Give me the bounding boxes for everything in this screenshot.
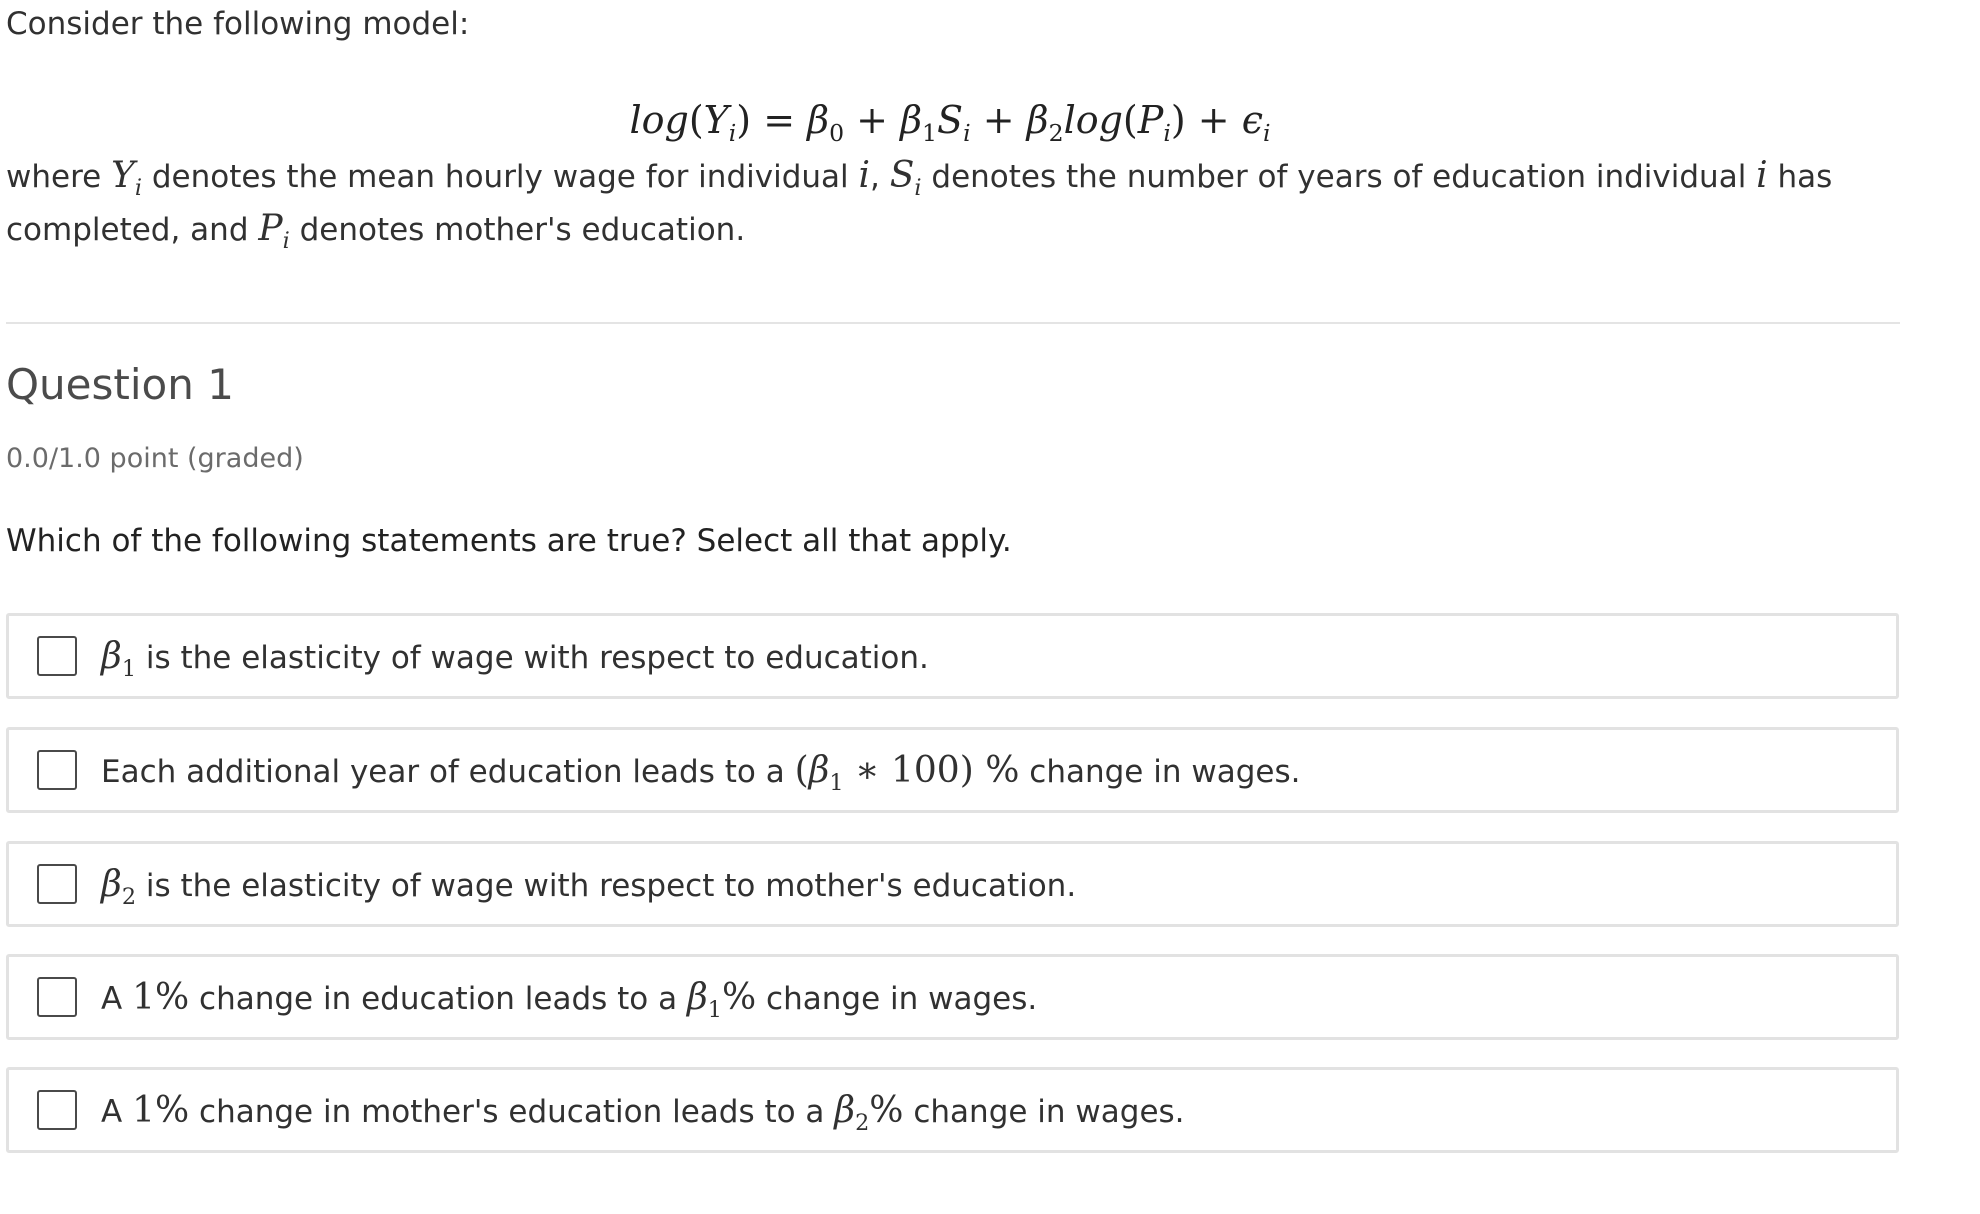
choice-label-3[interactable]: $\beta_2$ is the elasticity of wage with respect to mother's education. <box>101 863 1077 910</box>
checkbox-4[interactable] <box>37 977 77 1017</box>
choice-option-1[interactable] <box>6 613 1899 699</box>
choice-label-2[interactable]: Each additional year of education leads to a ($\beta_1$ ∗ 100) % change in wages. <box>101 749 1301 796</box>
intro-text: Consider the following model: <box>6 6 470 42</box>
question-prompt: Which of the following statements are true? Select all that apply. <box>6 523 1012 559</box>
checkbox-2[interactable] <box>37 750 77 790</box>
choice-option-5[interactable] <box>6 1067 1899 1153</box>
choice-label-1[interactable]: $\beta_1$ is the elasticity of wage with respect to education. <box>101 635 929 682</box>
checkbox-3[interactable] <box>37 864 77 904</box>
question-points: 0.0/1.0 point (graded) <box>6 443 304 474</box>
question-title: Question 1 <box>6 360 234 409</box>
choice-label-4[interactable]: A 1% change in education leads to a $\beta_1\%$ change in wages. <box>101 976 1038 1023</box>
choice-label-5[interactable]: A 1% change in mother's education leads to a $\beta_2\%$ change in wages. <box>101 1089 1185 1136</box>
checkbox-1[interactable] <box>37 636 77 676</box>
section-divider <box>6 322 1900 324</box>
checkbox-5[interactable] <box>37 1090 77 1130</box>
model-description: where $Y_i$ denotes the mean hourly wage for individual i, $S_i$ denotes the number of years of education individual i has completed, and $P_i$ denotes mother's education. <box>6 155 1833 254</box>
choice-option-4[interactable] <box>6 954 1899 1040</box>
model-equation: $\log(Y_i) = \beta_0 + \beta_1S_i + \beta_2\log(P_i) + \epsilon_i$ <box>629 98 1271 148</box>
choice-option-3[interactable] <box>6 841 1899 927</box>
choice-option-2[interactable] <box>6 727 1899 813</box>
